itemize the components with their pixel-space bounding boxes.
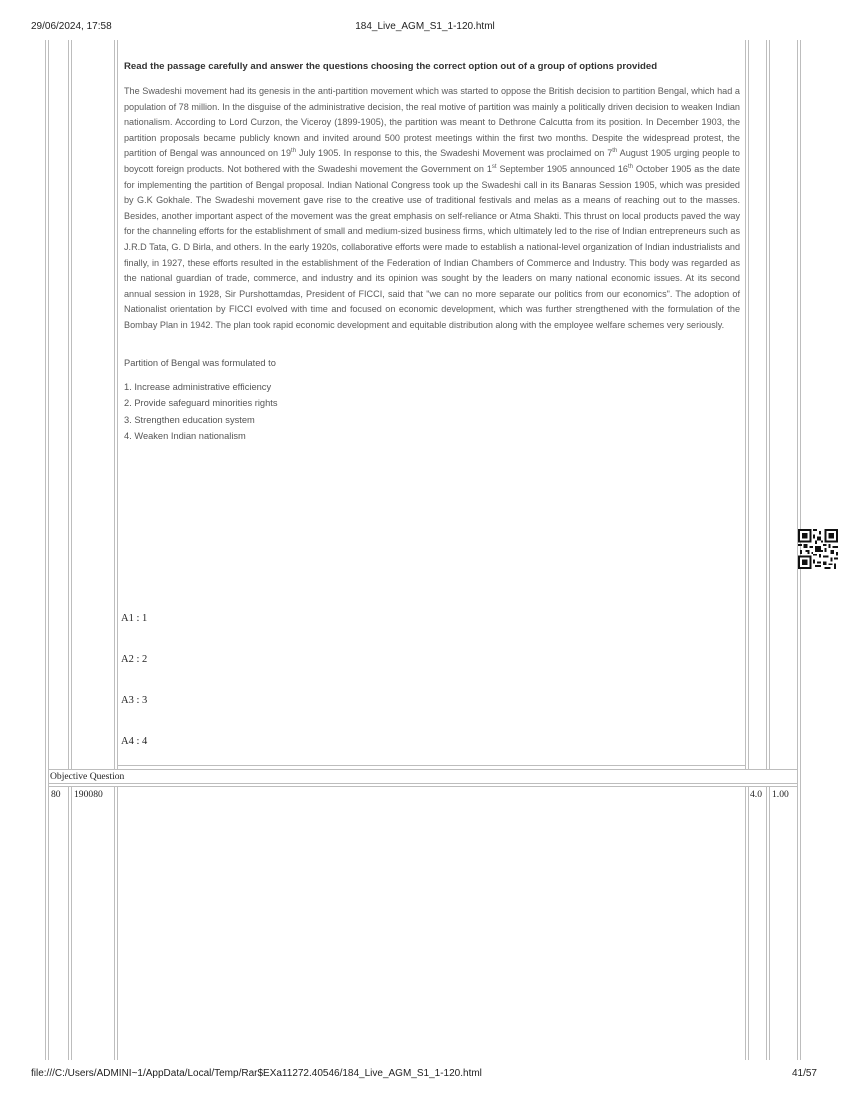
question-instruction: Read the passage carefully and answer the questions choosing the correct option out of a group of options provided [124, 61, 658, 72]
row-marks: 4.0 [750, 789, 762, 800]
options-list [124, 379, 740, 445]
section-label: Objective Question [50, 771, 125, 782]
answer-3: A3 : 3 [121, 695, 148, 706]
row-serial-number: 80 [51, 789, 61, 800]
option-4: 4. Weaken Indian nationalism [124, 431, 246, 441]
file-path: file:///C:/Users/ADMINI~1/AppData/Local/Temp/Rar$EXa11272.40546/184_Live_AGM_S1_1-120.html [31, 1068, 482, 1079]
option-2: 2. Provide safeguard minorities rights [124, 398, 278, 408]
row-negative-marks: 1.00 [772, 789, 789, 800]
answer-4: A4 : 4 [121, 736, 148, 747]
answer-list [121, 613, 147, 777]
question-block [124, 58, 740, 445]
question-stem: Partition of Bengal was formulated to [124, 357, 276, 368]
option-3: 3. Strengthen education system [124, 414, 255, 425]
print-title: 184_Live_AGM_S1_1-120.html [355, 21, 495, 32]
comprehension-passage: The Swadeshi movement had its genesis in the anti-partition movement which was started to oppose the British decision to partition Bengal, which had a population of 78 million. In the disguise of the administrative decision, the real motive of partition was mainly a politically driven decision to weaken Indian nationalism. According to Lord Curzon, the Viceroy (1899-1905), the partition was meant to Dethrone Calcutta from its position. In December 1903, the partition proposals became publicly known and invited around 500 protest meetings within the first two months. Despite the widespread protest, the partition of Bengal was announced on 19th July 1905. In response to this, the Swadeshi Movement was proclaimed on 7th August 1905 urging people to boycott foreign products. Not bothered with the Swadeshi movement the Government on 1st September 1905 announced 16th October 1905 as the date for implementing the partition of Bengal proposal. Indian National Congress took up the Swadeshi call in its Banaras Session 1905, which was presided by G.K Gokhale. The Swadeshi movement gave rise to the creative use of traditional festivals and melas as a means of reaching out to the masses. Besides, another important aspect of the movement was the great emphasis on self-reliance or Atma Shakti. This thrust on local products paved the way for the channeling efforts for the establishment of small and medium-sized business firms, which ultimately led to the rise of Indian entrepreneurs such as J.R.D Tata, G. D Birla, and others. In the early 1920s, collaborative efforts were made to establish a national-level organization of Indian industrialists and finally, in 1927, these efforts resulted in the establishment of the Federation of Indian Chambers of Commerce and Industry. This body was regarded as the national guardian of trade, commerce, and industry and its opinion was sought by the leaders on many national economic issues. At its second annual session in 1928, Sir Purshottamdas, President of FICCI, said that "we can no more separate our politics from our economics". The adoption of Nationalist orientation by FICCI evolved with time and focused on economic development, which was further strengthened with the formulation of the Bombay Plan in 1942. The plan took rapid economic development and equitable distribution along with the employee welfare schemes very seriously. [124, 86, 741, 330]
answer-2: A2 : 2 [121, 654, 148, 665]
page-number: 41/57 [791, 1068, 817, 1079]
qr-code-icon [798, 529, 838, 569]
row-question-id: 190080 [74, 789, 103, 800]
print-datetime: 29/06/2024, 17:58 [31, 21, 112, 32]
answer-1: A1 : 1 [121, 613, 148, 624]
option-1: 1. Increase administrative efficiency [124, 381, 272, 392]
